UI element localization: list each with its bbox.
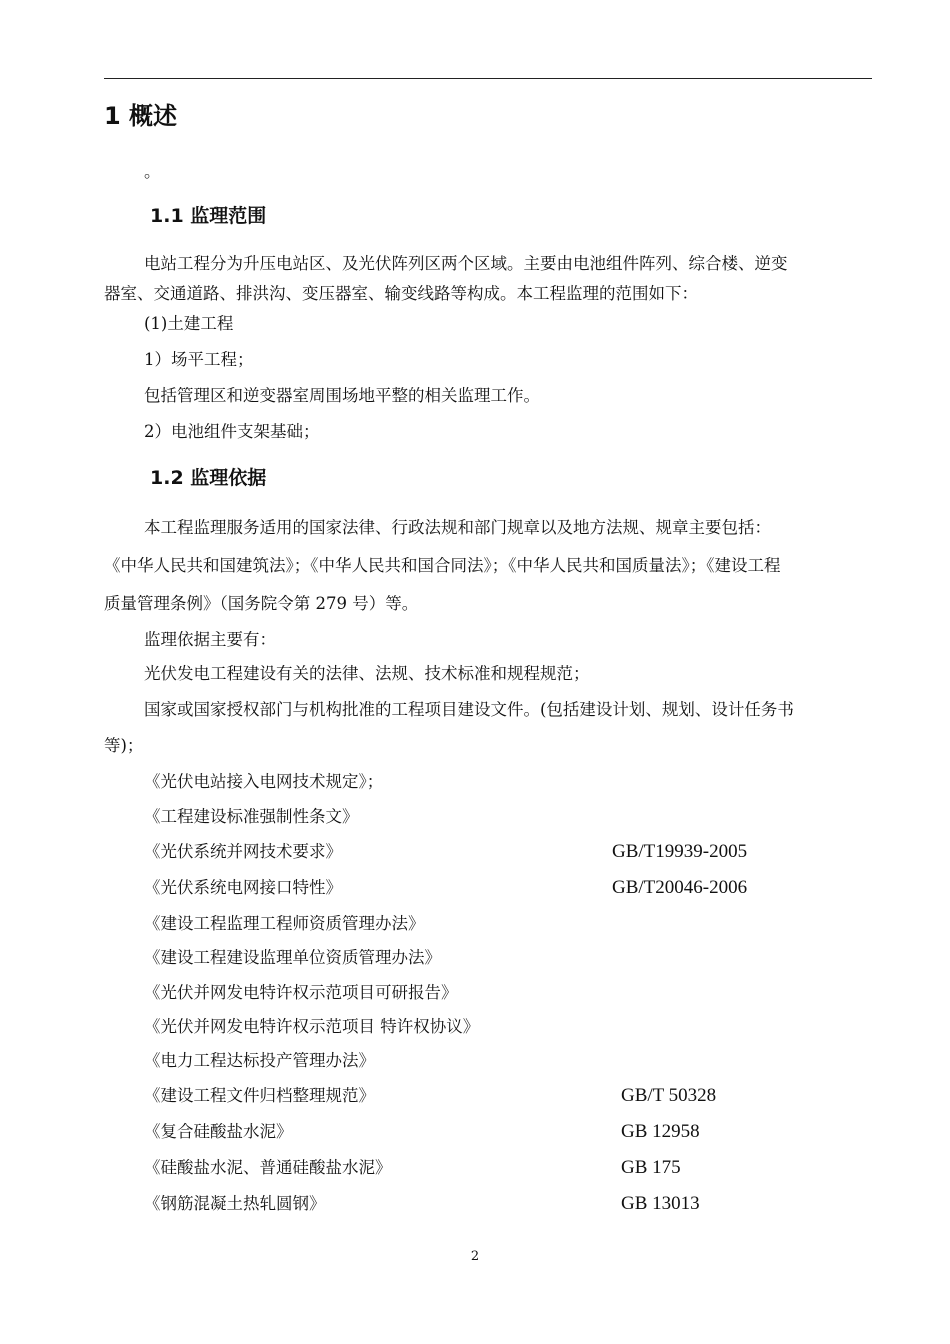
chapter-heading: 1 概述: [104, 102, 178, 130]
reference-code: GB 12958: [621, 1121, 700, 1142]
page-number: 2: [470, 1249, 480, 1264]
scope-item-foundation: 2）电池组件支架基础；: [144, 422, 320, 441]
reference-code: GB/T19939-2005: [612, 841, 748, 862]
reference-title: 《光伏系统并网技术要求》: [144, 842, 342, 861]
basis-para-line2: 《中华人民共和国建筑法》；《中华人民共和国合同法》；《中华人民共和国质量法》；《建设工程: [104, 556, 781, 575]
reference-title: 《建设工程监理工程师资质管理办法》: [144, 914, 425, 933]
reference-code: GB/T 50328: [621, 1085, 717, 1106]
basis-item-1: 光伏发电工程建设有关的法律、法规、技术标准和规程规范；: [144, 664, 590, 683]
reference-code: GB 13013: [621, 1193, 700, 1214]
reference-code: GB 175: [621, 1157, 681, 1178]
basis-item-2-line2: 等)；: [104, 736, 144, 755]
header-rule: [104, 78, 872, 79]
reference-code: GB/T20046-2006: [612, 877, 748, 898]
reference-title: 《硅酸盐水泥、普通硅酸盐水泥》: [144, 1158, 392, 1177]
reference-title: 《复合硅酸盐水泥》: [144, 1122, 293, 1141]
reference-title: 《光伏并网发电特许权示范项目 特许权协议》: [144, 1017, 480, 1036]
basis-intro: 监理依据主要有：: [144, 630, 276, 649]
reference-title: 《光伏电站接入电网技术规定》；: [144, 772, 384, 791]
section-1-2-title: 1.2 监理依据: [150, 467, 267, 489]
reference-title: 《建设工程建设监理单位资质管理办法》: [144, 948, 441, 967]
scope-item-site: 1）场平工程；: [144, 350, 254, 369]
scope-item-site-desc: 包括管理区和逆变器室周围场地平整的相关监理工作。: [144, 386, 540, 405]
basis-para-line3: 质量管理条例》（国务院令第 279 号）等。: [104, 594, 419, 613]
basis-item-2-line1: 国家或国家授权部门与机构批准的工程项目建设文件。(包括建设计划、规划、设计任务书: [144, 700, 794, 719]
scope-item-civil: (1)土建工程: [144, 314, 234, 333]
reference-title: 《钢筋混凝土热轧圆钢》: [144, 1194, 326, 1213]
section-1-1-title: 1.1 监理范围: [150, 205, 267, 227]
reference-title: 《光伏并网发电特许权示范项目可研报告》: [144, 983, 458, 1002]
reference-title: 《光伏系统电网接口特性》: [144, 878, 342, 897]
reference-title: 《电力工程达标投产管理办法》: [144, 1051, 375, 1070]
stray-mark: 。: [144, 162, 161, 181]
reference-title: 《工程建设标准强制性条文》: [144, 807, 359, 826]
reference-title: 《建设工程文件归档整理规范》: [144, 1086, 375, 1105]
basis-para-line1: 本工程监理服务适用的国家法律、行政法规和部门规章以及地方法规、规章主要包括：: [144, 518, 771, 537]
scope-para-line2: 器室、交通道路、排洪沟、变压器室、输变线路等构成。本工程监理的范围如下：: [104, 284, 698, 303]
scope-para-line1: 电站工程分为升压电站区、及光伏阵列区两个区域。主要由电池组件阵列、综合楼、逆变: [144, 254, 788, 273]
